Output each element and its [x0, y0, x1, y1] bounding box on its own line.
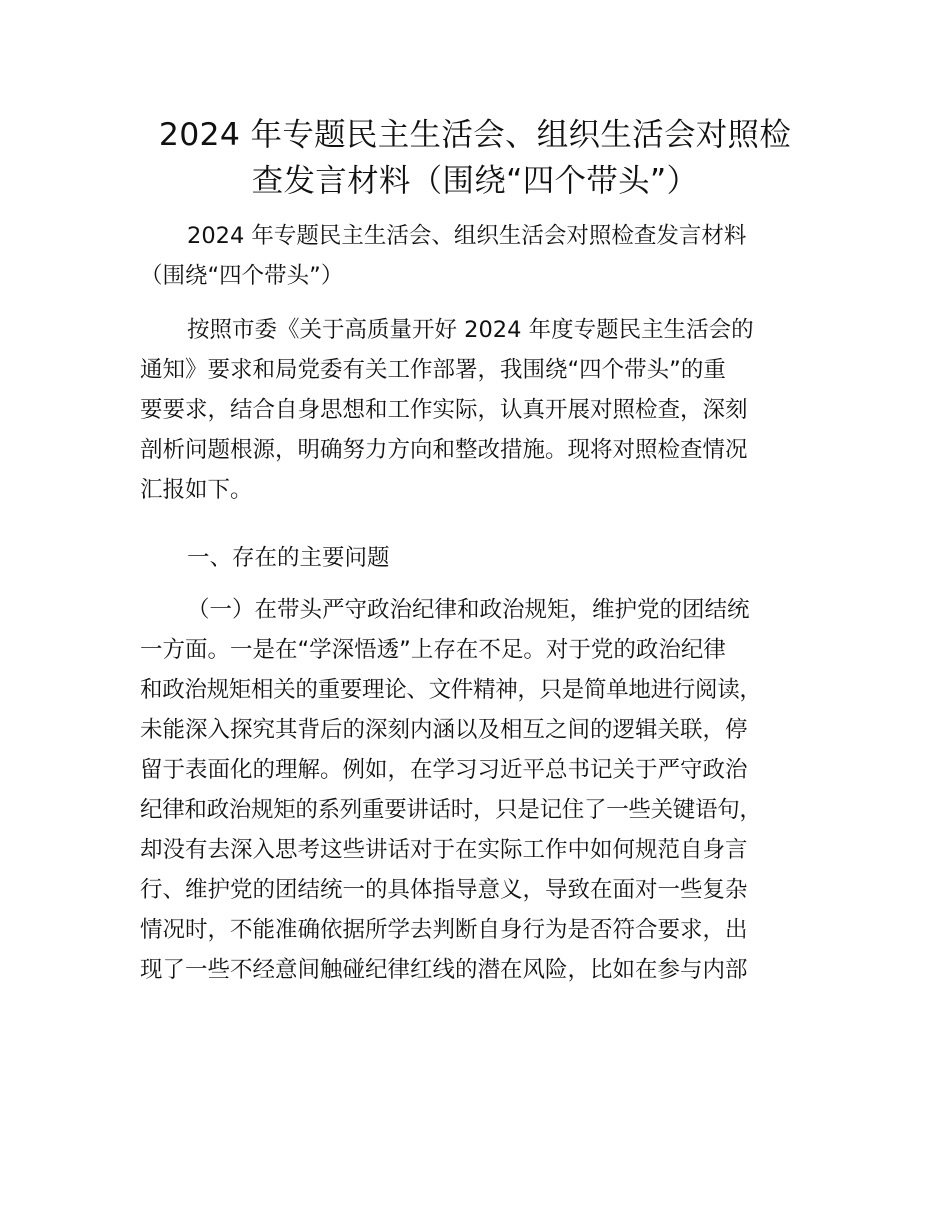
intro-paragraph: [140, 310, 830, 510]
section-item-paragraph: [140, 590, 830, 990]
paragraph-line: 按照市委《关于高质量开好 2024 年度专题民主生活会的: [187, 317, 754, 343]
paragraph-line: 2024 年专题民主生活会、组织生活会对照检查发言材料: [187, 223, 747, 249]
paragraph-line: 行、维护党的团结统一的具体指导意义，导致在面对一些复杂: [140, 877, 748, 903]
paragraph-line: 纪律和政治规矩的系列重要讲话时，只是记住了一些关键语句，: [140, 797, 762, 823]
title-line-1: 2024 年专题民主生活会、组织生活会对照检: [158, 117, 792, 153]
title-line-2: 查发言材料（围绕“四个带头”）: [251, 163, 699, 199]
paragraph-line: 一方面。一是在“学深悟透”上存在不足。对于党的政治纪律: [140, 637, 726, 663]
paragraph-line: 通知》要求和局党委有关工作部署，我围绕“四个带头”的重: [140, 357, 726, 383]
paragraph-line: 现了一些不经意间触碰纪律红线的潜在风险，比如在参与内部: [140, 957, 748, 983]
paragraph-line: 却没有去深入思考这些讲话对于在实际工作中如何规范自身言: [140, 837, 748, 863]
subtitle-paragraph: [140, 216, 830, 296]
document-title: [140, 112, 810, 204]
paragraph-line: 留于表面化的理解。例如，在学习习近平总书记关于严守政治: [140, 757, 748, 783]
section-heading: [140, 538, 830, 578]
paragraph-line: 剖析问题根源，明确努力方向和整改措施。现将对照检查情况: [140, 437, 748, 463]
paragraph-line: 一、存在的主要问题: [187, 545, 390, 571]
paragraph-line: （围绕“四个带头”）: [140, 263, 344, 289]
paragraph-line: 汇报如下。: [140, 477, 253, 503]
paragraph-line: 和政治规矩相关的重要理论、文件精神，只是简单地进行阅读，: [140, 677, 762, 703]
paragraph-line: 未能深入探究其背后的深刻内涵以及相互之间的逻辑关联，停: [140, 717, 748, 743]
paragraph-line: 情况时，不能准确依据所学去判断自身行为是否符合要求，出: [140, 917, 748, 943]
paragraph-line: （一）在带头严守政治纪律和政治规矩，维护党的团结统: [187, 597, 750, 623]
paragraph-line: 要要求，结合自身思想和工作实际，认真开展对照检查，深刻: [140, 397, 748, 423]
